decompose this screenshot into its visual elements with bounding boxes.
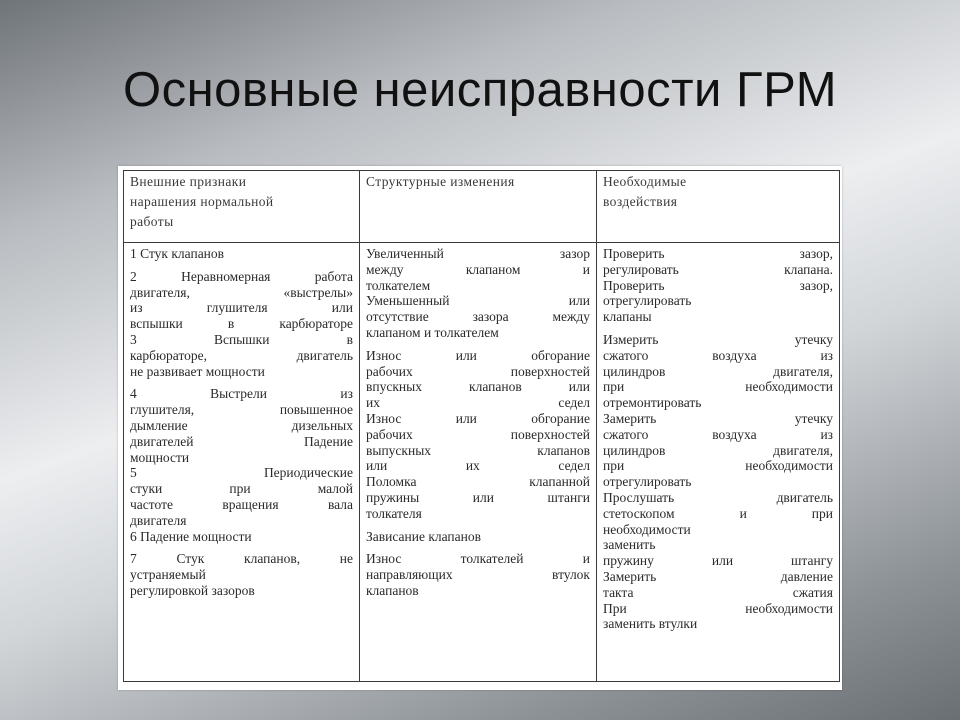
table-cell-line: двигателей Падение xyxy=(130,433,353,449)
table-cell-line: Поломка клапанной xyxy=(366,474,590,490)
table-cell-line: 5 Периодические xyxy=(130,465,353,481)
table-cell-line: такта сжатия xyxy=(603,584,833,600)
table-cell-line: заменить втулки xyxy=(603,616,698,632)
paragraph-gap xyxy=(130,379,353,386)
table-cell-line: клапаном и толкателем xyxy=(366,324,499,340)
table-cell-line: двигателя xyxy=(130,512,187,528)
header-line: Необходимые xyxy=(603,174,687,189)
table-cell-line: регулировать клапана. xyxy=(603,261,833,277)
table-cell-line: из глушителя или xyxy=(130,300,353,316)
table-cell-line: дымление дизельных xyxy=(130,417,353,433)
table-cell-line: 4 Выстрели из xyxy=(130,386,353,402)
table-header-row xyxy=(124,171,840,243)
table-cell-line: или их седел xyxy=(366,458,590,474)
table-cell-line: двигателя, «выстрелы» xyxy=(130,284,353,300)
paragraph-gap xyxy=(366,341,590,348)
paragraph-gap xyxy=(366,544,590,551)
table-cell-line: Зависание клапанов xyxy=(366,528,481,544)
column-external-signs xyxy=(124,243,360,682)
header-line: работы xyxy=(130,213,174,229)
paragraph-gap xyxy=(130,262,353,269)
table-cell-line: Замерить утечку xyxy=(603,410,833,426)
table-cell-line: заменить xyxy=(603,537,656,553)
table-cell-line: между клапаном и xyxy=(366,261,590,277)
table-cell-line: отсутствие зазора между xyxy=(366,309,590,325)
table-cell-line: цилиндров двигателя, xyxy=(603,442,833,458)
table-cell-line: стуки при малой xyxy=(130,481,353,497)
table-cell-line: 6 Падение мощности xyxy=(130,528,252,544)
table-cell-line: 3 Вспышки в xyxy=(130,331,353,347)
table-cell-line: отрегулировать xyxy=(603,474,692,490)
table-cell-line: выпускных клапанов xyxy=(366,442,590,458)
table-cell-line: 7 Стук клапанов, не xyxy=(130,551,353,567)
paragraph-gap xyxy=(366,522,590,529)
paragraph-gap xyxy=(603,325,833,332)
header-required-actions xyxy=(597,171,840,243)
table-cell-line: вспышки в карбюраторе xyxy=(130,316,353,332)
table-cell-line: толкателя xyxy=(366,505,422,521)
header-line: воздействия xyxy=(603,193,678,209)
table-cell-line: Прослушать двигатель xyxy=(603,489,833,505)
table-cell-line: не развивает мощности xyxy=(130,363,265,379)
table-cell-line: рабочих поверхностей xyxy=(366,363,590,379)
scanned-table-sheet xyxy=(118,166,842,690)
table-cell-line: клапанов xyxy=(366,582,419,598)
table-cell-line: рабочих поверхностей xyxy=(366,426,590,442)
header-line: Внешние признаки xyxy=(130,174,247,189)
table-cell-line: Износ толкателей и xyxy=(366,551,590,567)
table-cell-line: Проверить зазор, xyxy=(603,246,833,261)
table-cell-line: направляющих втулок xyxy=(366,567,590,583)
table-cell-line: при необходимости xyxy=(603,458,833,474)
table-row xyxy=(124,243,840,682)
malfunctions-table xyxy=(123,170,840,682)
table-cell-line: 1 Стук клапанов xyxy=(130,246,225,261)
table-cell-line: Износ или обгорание xyxy=(366,410,590,426)
table-cell-line: Измерить утечку xyxy=(603,331,833,347)
table-cell-line: мощности xyxy=(130,449,190,465)
table-cell-line: пружину или штангу xyxy=(603,553,833,569)
table-cell-line: Износ или обгорание xyxy=(366,347,590,363)
table-cell-line: Замерить давление xyxy=(603,568,833,584)
header-external-signs xyxy=(124,171,360,243)
header-line: нарашения нормальной xyxy=(130,193,274,209)
paragraph-gap xyxy=(130,544,353,551)
column-structural-changes xyxy=(360,243,597,682)
table-cell-line: Проверить зазор, xyxy=(603,277,833,293)
table-cell-line: регулировкой зазоров xyxy=(130,582,255,598)
table-cell-line: пружины или штанги xyxy=(366,489,590,505)
table-cell-line: карбюраторе, двигатель xyxy=(130,347,353,363)
table-cell-line: устраняемый xyxy=(130,567,206,583)
table-cell-line: При необходимости xyxy=(603,600,833,616)
table-cell-line: глушителя, повышенное xyxy=(130,402,353,418)
table-cell-line: клапаны xyxy=(603,309,652,325)
table-cell-line: частоте вращения вала xyxy=(130,496,353,512)
table-cell-line: отрегулировать xyxy=(603,293,692,309)
table-cell-line: стетоскопом и при xyxy=(603,505,833,521)
slide-title: Основные неисправности ГРМ xyxy=(122,63,838,117)
table-cell-line: Увеличенный зазор xyxy=(366,246,590,261)
header-structural-changes xyxy=(360,171,597,243)
table-cell-line: необходимости xyxy=(603,521,691,537)
column-required-actions xyxy=(597,243,840,682)
table-cell-line: отремонтировать xyxy=(603,395,702,411)
table-cell-line: Уменьшенный или xyxy=(366,293,590,309)
table-cell-line: сжатого воздуха из xyxy=(603,426,833,442)
table-cell-line: сжатого воздуха из xyxy=(603,347,833,363)
table-cell-line: их седел xyxy=(366,395,590,411)
table-cell-line: 2 Неравномерная работа xyxy=(130,268,353,284)
header-line: Структурные изменения xyxy=(366,174,515,189)
table-cell-line: цилиндров двигателя, xyxy=(603,363,833,379)
table-cell-line: при необходимости xyxy=(603,379,833,395)
table-cell-line: впускных клапанов или xyxy=(366,379,590,395)
table-cell-line: толкателем xyxy=(366,277,431,293)
